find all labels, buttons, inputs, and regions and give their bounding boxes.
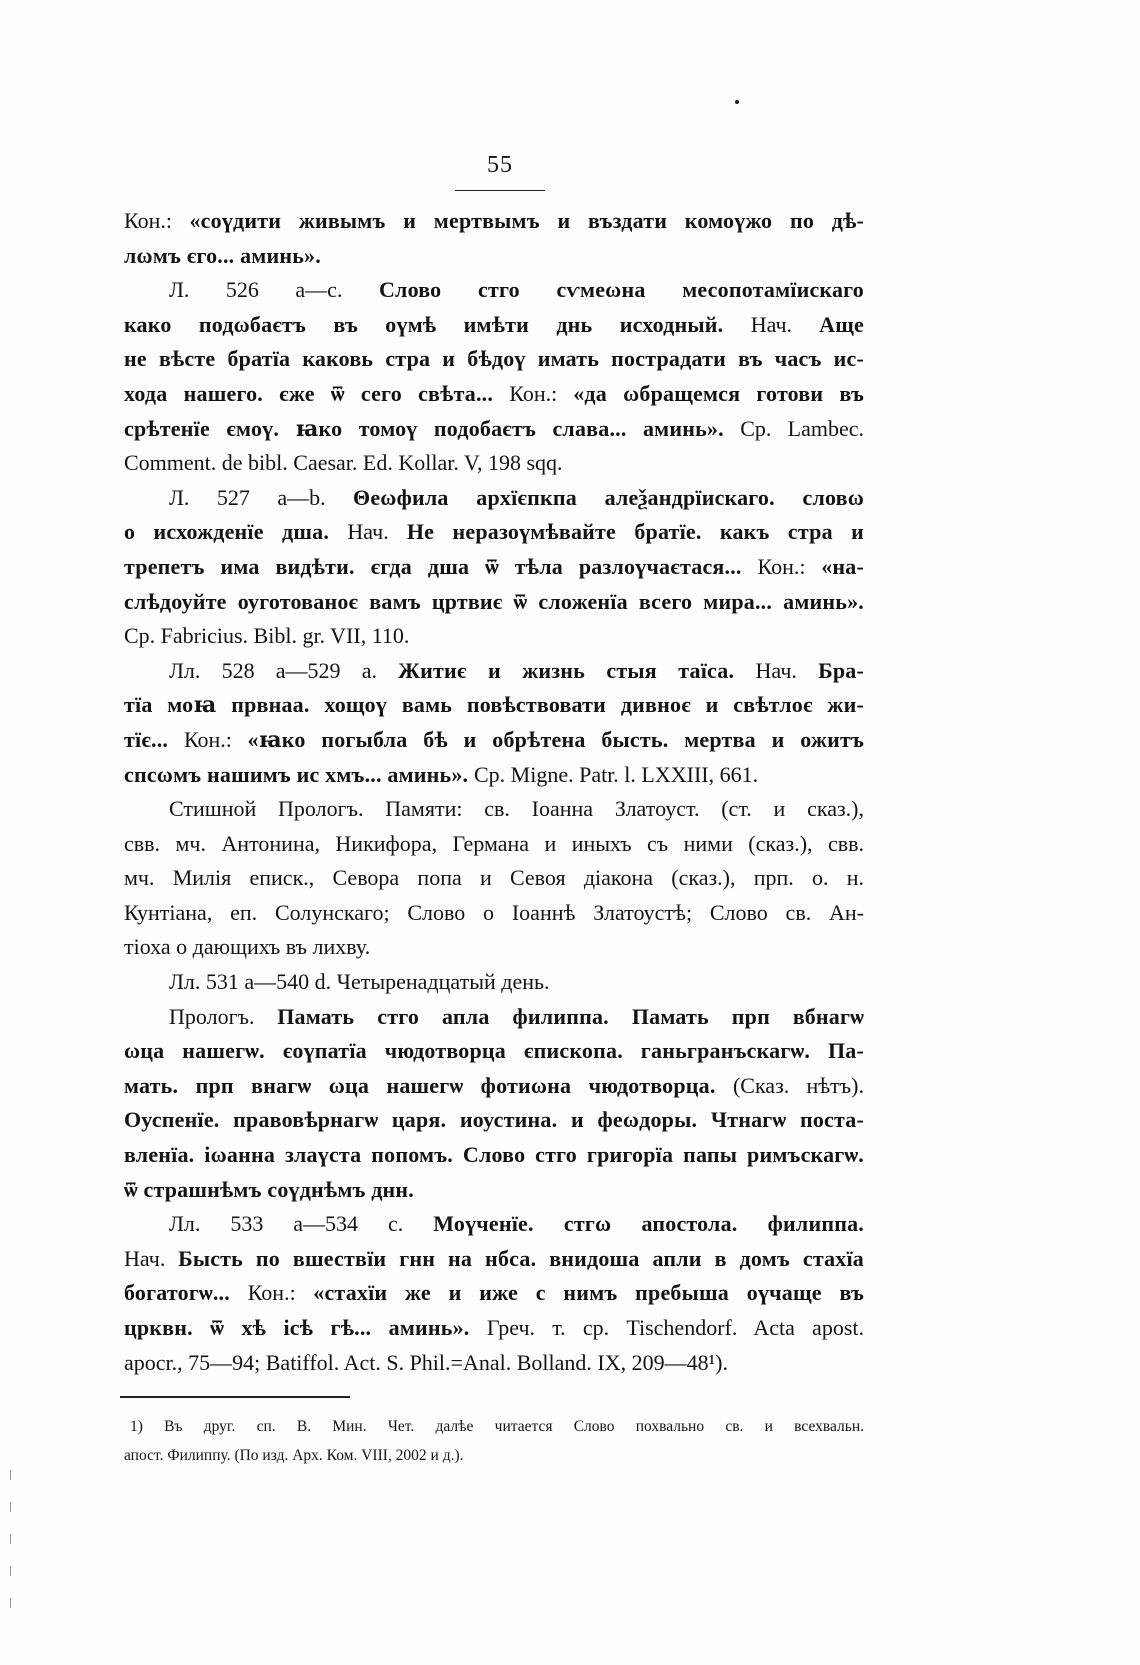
text-line (124, 1207, 864, 1242)
church-slavonic-text: Θеωфила архїєпкпа алеѯандрїискаго. словω (353, 484, 864, 510)
body-text: apocr., 75—94; Batiffol. Act. S. Phil.=Anal. Bolland. IX, 209—48¹). (124, 1349, 729, 1375)
church-slavonic-text: вленїа. іωанна злаүста попомъ. Слово стго григорїа папы римъскагѡ. (124, 1142, 864, 1168)
body-text: Ср. Lambec. (740, 415, 864, 441)
text-line (124, 723, 864, 758)
text-line (124, 654, 864, 689)
body-text: Кон.: (757, 553, 822, 579)
text-line (124, 1034, 864, 1069)
church-slavonic-text: «ꙗко погыбла бѣ и обрѣтена бысть. мертва и ожитъ (247, 726, 864, 752)
text-line (124, 861, 864, 896)
church-slavonic-text: тїа моꙗ првнаа. хощоү вамь повѣствовати дивноє и свѣтлоє жи- (124, 692, 864, 718)
text-line (124, 550, 864, 585)
text-line (124, 1138, 864, 1173)
text-line (124, 758, 864, 793)
page-number: 55 (487, 152, 513, 178)
church-slavonic-text: Аще (819, 311, 864, 337)
text-line (124, 273, 864, 308)
text-line (124, 896, 864, 931)
text-line (124, 377, 864, 412)
body-text: Comment. de bibl. Caesar. Ed. Kollar. V, 198 sqq. (124, 450, 563, 476)
body-text: Лл. 533 а—534 с. (169, 1211, 434, 1237)
church-slavonic-text: «стахїи же и иже с нимъ пребыша оүчаще въ (313, 1280, 864, 1306)
text-line (124, 239, 864, 274)
main-text (124, 204, 864, 1380)
text-line (124, 619, 864, 654)
church-slavonic-text: тїє... (124, 726, 184, 752)
church-slavonic-text: Слово стго сѵмеωна месопотамїискаго (378, 277, 864, 303)
body-text: Нач. (750, 311, 820, 337)
text-line (124, 930, 864, 965)
body-text: Кон.: (247, 1280, 314, 1306)
church-slavonic-text: «да ωбращемся готови въ (573, 380, 864, 406)
text-line (124, 1069, 864, 1104)
church-slavonic-text: трепетъ има видѣти. єгда дша ѿ тѣла разлоүчаєтася... (124, 553, 758, 579)
footnote-line: 1) Въ друг. сп. В. Мин. Чет. далѣе читается Слово похвально св. и всехвальн. (130, 1418, 864, 1435)
church-slavonic-text: лωмъ єго... аминь». (124, 242, 321, 268)
text-line (124, 515, 864, 550)
church-slavonic-text: Моүченїе. стгω апостола. филиппа. (433, 1211, 864, 1237)
body-text: Кунтіана, еп. Солунскаго; Слово о Іоаннѣ Златоустѣ; Слово св. Ан- (124, 899, 864, 925)
text-line (124, 308, 864, 343)
body-text: мч. Милія еписк., Севора попа и Севоя діакона (сказ.), прп. о. н. (124, 865, 864, 891)
text-line (124, 1173, 864, 1208)
church-slavonic-text: «соүдити живымъ и мертвымъ и въздати комоүжо по дѣ- (189, 208, 864, 233)
text-line (124, 827, 864, 862)
body-text: Греч. т. ср. Tischendorf. Acta apost. (486, 1315, 864, 1340)
church-slavonic-text: Памать стго апла филиппа. Памать прп вбнагѡ (277, 1003, 864, 1029)
speck (735, 100, 739, 104)
text-line (124, 792, 864, 827)
footnote-separator (120, 1396, 350, 1398)
church-slavonic-text: црквн. ѿ хѣ ісѣ гѣ... аминь». (124, 1315, 487, 1340)
body-text: Л. 527 а—b. (169, 484, 354, 510)
body-text: Лл. 528 а—529 а. (169, 657, 399, 683)
body-text: Кон.: (124, 208, 190, 233)
church-slavonic-text: спсωмъ нашимъ ис хмъ... аминь». (124, 761, 474, 787)
text-line (124, 204, 864, 239)
body-text: свв. мч. Антонина, Никифора, Германа и иныхъ съ ними (сказ.), свв. (124, 830, 864, 856)
text-line (124, 342, 864, 377)
church-slavonic-text: Житиє и жизнь стыя таїса. (398, 657, 756, 683)
church-slavonic-text: срѣтенїе ємоү. ꙗко томоү подобаєтъ слава... аминь». (124, 415, 741, 441)
church-slavonic-text: Бысть по вшествїи гнн на нбса. внидоша апли в домъ стахїа (178, 1245, 864, 1271)
body-text: Нач. (347, 519, 407, 545)
body-text: Нач. (755, 657, 819, 683)
church-slavonic-text: Не неразоүмѣвайте братїе. какъ стра и (406, 519, 864, 545)
text-line (124, 481, 864, 516)
body-text: (Сказ. нѣтъ). (732, 1072, 864, 1098)
church-slavonic-text: Бра- (818, 657, 864, 683)
church-slavonic-text: мать. прп внагѡ ωца нашегѡ фотиωна чюдотворца. (124, 1072, 733, 1098)
body-text: Нач. (124, 1245, 179, 1271)
text-line (124, 1311, 864, 1346)
body-text: Ср. Fabricius. Bibl. gr. VII, 110. (124, 623, 410, 649)
church-slavonic-text: ωца нашегѡ. єоүпатїа чюдотворца єпископа. ганьгранъскагѡ. Па- (124, 1038, 864, 1064)
footnote-line: апост. Филиппу. (По изд. Арх. Ком. VIII, 2002 и д.). (124, 1447, 464, 1464)
text-line (124, 1346, 864, 1381)
church-slavonic-text: не вѣсте братїа каковь стра и бѣдоү имать пострадати въ часъ ис- (124, 346, 864, 372)
church-slavonic-text: о исхожденїе дша. (124, 519, 348, 545)
body-text: Ср. Migne. Patr. l. LXXIII, 661. (473, 761, 759, 787)
text-line (124, 688, 864, 723)
body-text: тіоха о дающихъ въ лихву. (124, 934, 371, 960)
text-line (124, 446, 864, 481)
text-line (124, 1103, 864, 1138)
text-line (124, 1000, 864, 1035)
text-line (124, 1242, 864, 1277)
text-line (124, 412, 864, 447)
body-text: Кон.: (509, 380, 574, 406)
text-line (124, 585, 864, 620)
body-text: Стишной Прологъ. Памяти: св. Іоанна Златоуст. (ст. и сказ.), (169, 796, 864, 822)
text-line (124, 965, 864, 1000)
footnote (124, 1412, 864, 1470)
body-text: Л. 526 а—с. (169, 277, 379, 303)
body-text: Прологъ. (169, 1003, 278, 1029)
page-number-rule (455, 190, 545, 191)
church-slavonic-text: слѣдоуйте оуготованоє вамъ цртвиє ѿ сложенїа всего мира... аминь». (124, 588, 864, 614)
church-slavonic-text: како подωбаєтъ въ оүмѣ имѣти днь исходный. (124, 311, 751, 337)
church-slavonic-text: «на- (821, 553, 864, 579)
text-line (124, 1276, 864, 1311)
church-slavonic-text: Оуспенїе. правовѣрнагѡ царя. иоустина. и феωдоры. Чтнагѡ поста- (124, 1107, 864, 1133)
body-text: Кон.: (183, 726, 248, 752)
church-slavonic-text: богатогѡ... (124, 1280, 248, 1306)
margin-marks (10, 1470, 12, 1650)
church-slavonic-text: ѿ страшнѣмъ соүднѣмъ днн. (124, 1176, 415, 1202)
body-text: Лл. 531 а—540 d. Четыренадцатый день. (169, 969, 550, 995)
church-slavonic-text: хода нашего. єже ѿ сего свѣта... (124, 380, 510, 406)
